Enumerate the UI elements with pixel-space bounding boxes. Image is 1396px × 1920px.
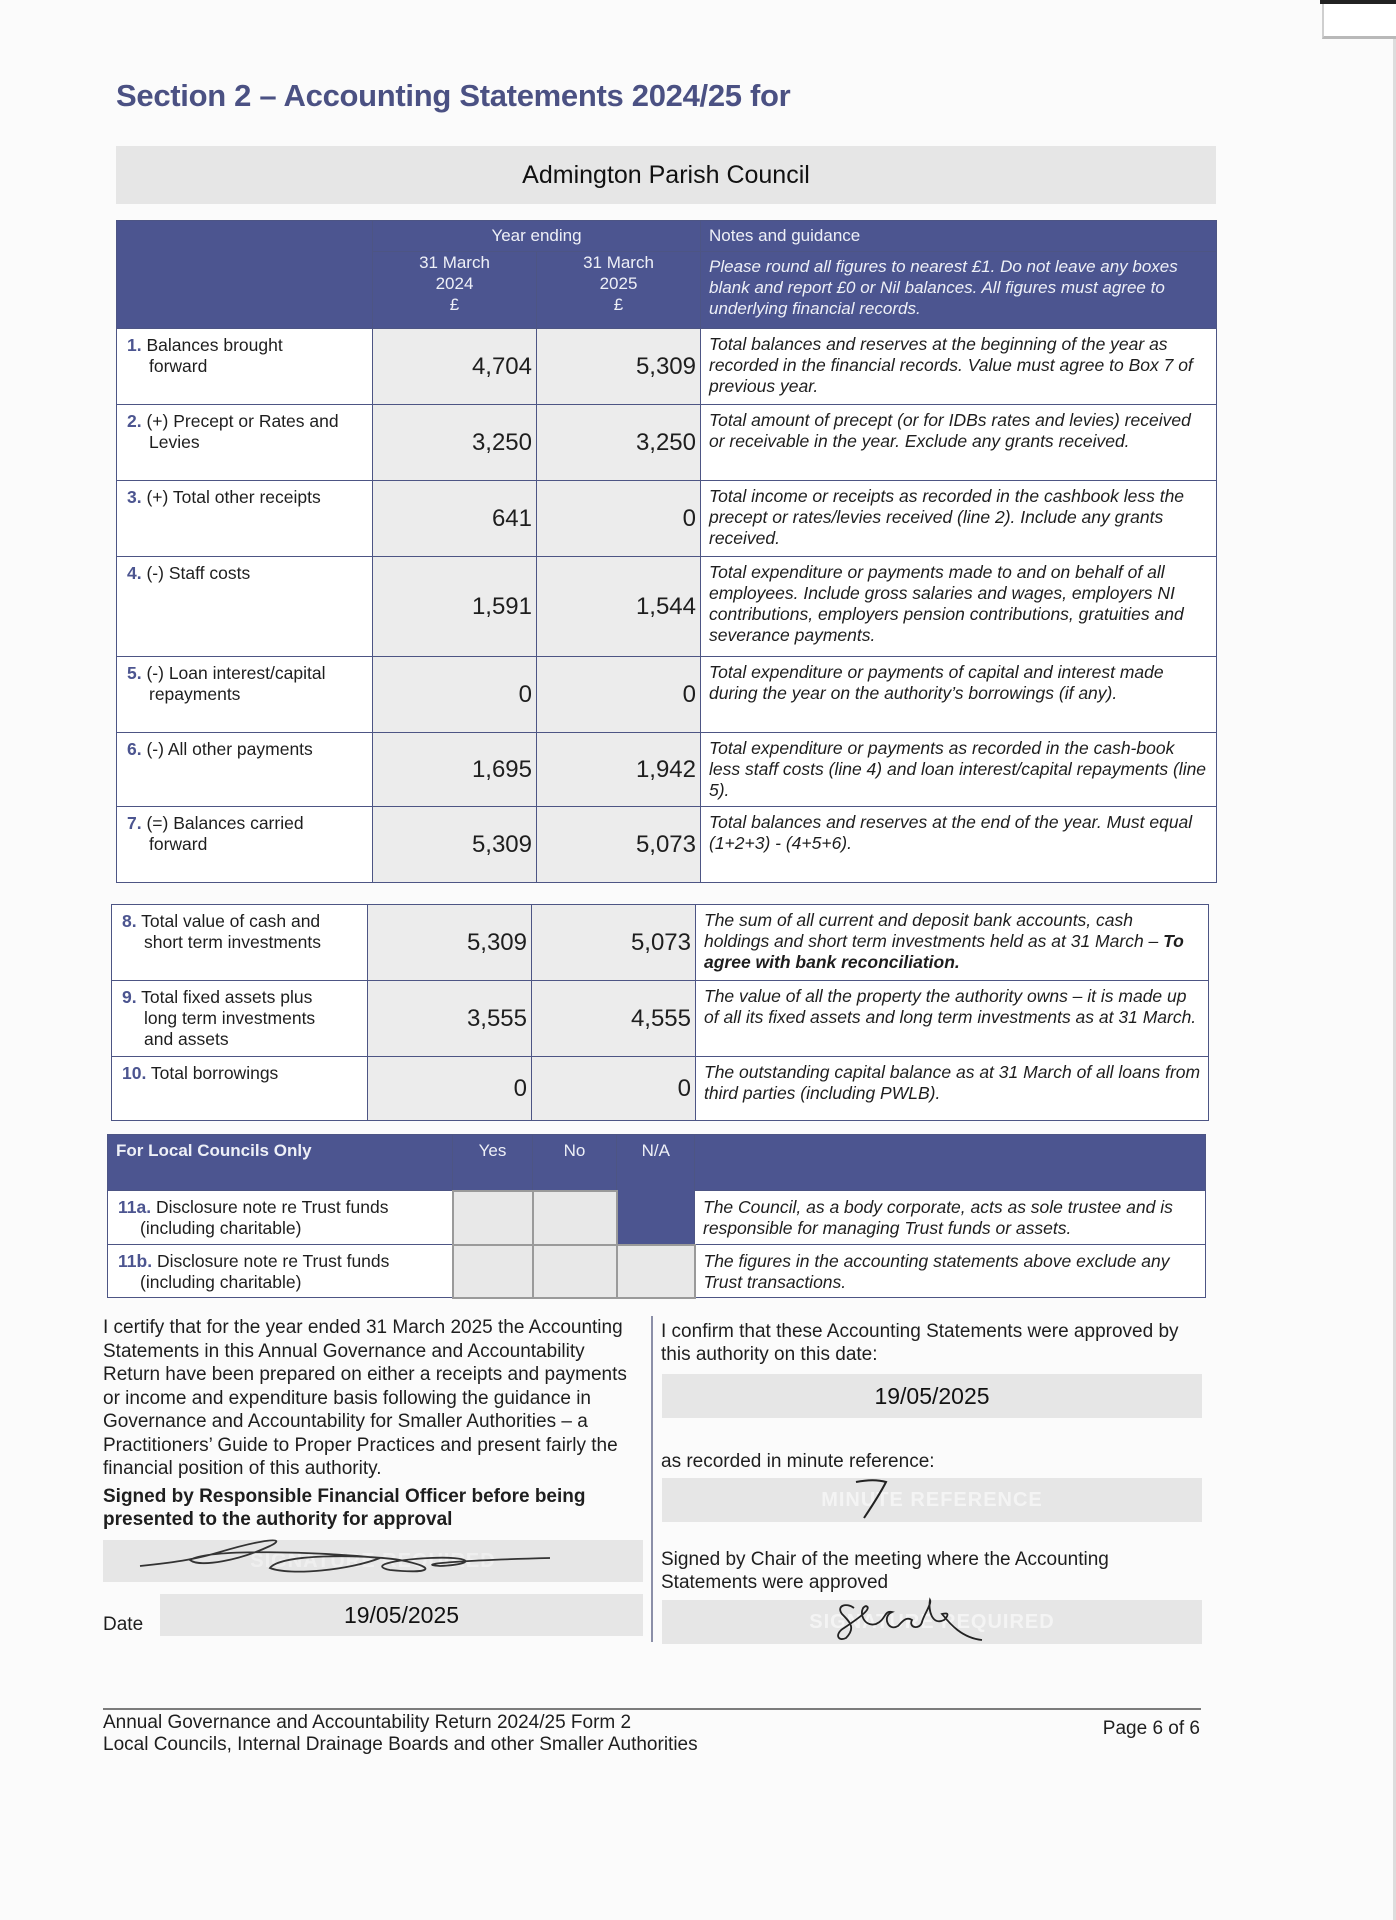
row-number: 2.: [127, 411, 142, 431]
notes-header: Notes and guidance: [701, 221, 1217, 252]
rfo-signed-label: Signed by Responsible Financial Officer before being presented to the authority for approval: [103, 1485, 586, 1530]
row-label-line1: Total fixed assets plus: [141, 987, 313, 1007]
row-number: 3.: [127, 487, 142, 507]
local-councils-table: [107, 1134, 1206, 1299]
row-note-text: The sum of all current and deposit bank accounts, cash holdings and short term investments held as at 31 March –: [704, 910, 1164, 951]
row-11a-no-checkbox[interactable]: [533, 1191, 617, 1245]
row-label-line2: repayments: [149, 684, 241, 704]
footer-line1: Annual Governance and Accountability Return 2024/25 Form 2: [103, 1712, 632, 1733]
table-row: [112, 981, 1209, 1057]
row-label: [117, 405, 373, 481]
value-2025[interactable]: 0: [537, 481, 701, 557]
col-2025-line2: 2025: [599, 274, 638, 293]
guidance-text: Please round all figures to nearest £1. Do not leave any boxes blank and report £0 or Nil balances. All figures must agree to underlying financial records.: [701, 252, 1217, 329]
row-number: 9.: [122, 987, 137, 1007]
value-2025[interactable]: 1,544: [537, 557, 701, 657]
value-2024[interactable]: 1,695: [373, 733, 537, 807]
value-2024[interactable]: 5,309: [373, 807, 537, 883]
rfo-certification: [103, 1316, 643, 1532]
header-blank: [117, 221, 373, 329]
value-2024[interactable]: 3,555: [368, 981, 532, 1057]
rfo-date-field[interactable]: [160, 1594, 643, 1636]
row-note-text: The value of all the property the authority owns – it is made up of all its fixed assets and long term investments as at 31 March.: [704, 986, 1197, 1027]
footer-line2: Local Councils, Internal Drainage Boards and other Smaller Authorities: [103, 1734, 698, 1755]
col-2025-line1: 31 March: [583, 253, 654, 272]
col-2025-line3: £: [613, 295, 624, 314]
row-label-line2: (including charitable): [140, 1272, 302, 1292]
row-note: [696, 1057, 1209, 1121]
row-number: 11b.: [118, 1251, 153, 1271]
table-row: [117, 405, 1217, 481]
row-11b-no-checkbox[interactable]: [533, 1245, 617, 1298]
row-label-line1: (+) Total other receipts: [146, 487, 321, 507]
row-note: Total expenditure or payments of capital and interest made during the year on the authority’s borrowings (if any).: [701, 657, 1217, 733]
row-label-line1: Disclosure note re Trust funds: [156, 1251, 390, 1271]
row-label-line2: Levies: [149, 432, 200, 452]
row-label: [117, 807, 373, 883]
row-note: Total expenditure or payments made to and on behalf of all employees. Include gross salaries and wages, employers NI contributions, employers pension contributions, gratuities and severance payments.: [701, 557, 1217, 657]
chair-signature-scribble: [832, 1598, 992, 1644]
col-2024-line2: 2024: [435, 274, 474, 293]
value-2024[interactable]: 1,591: [373, 557, 537, 657]
row-label-line1: Total value of cash and: [141, 911, 321, 931]
page-number: Page 6 of 6: [1102, 1718, 1200, 1739]
table-row: [117, 557, 1217, 657]
row-label: [112, 1057, 368, 1121]
table-row: [117, 807, 1217, 883]
value-2024[interactable]: 0: [373, 657, 537, 733]
row-note: [696, 905, 1209, 981]
minute-reference-field[interactable]: [662, 1478, 1202, 1522]
table-row: [117, 733, 1217, 807]
row-number: 8.: [122, 911, 137, 931]
value-2025[interactable]: 5,073: [537, 807, 701, 883]
row-label-line1: Total borrowings: [150, 1063, 279, 1083]
row-label-line1: Disclosure note re Trust funds: [155, 1197, 389, 1217]
value-2024[interactable]: 3,250: [373, 405, 537, 481]
row-label-line1: (-) Staff costs: [146, 563, 251, 583]
col-2024-line3: £: [449, 295, 460, 314]
value-2024[interactable]: 5,309: [368, 905, 532, 981]
row-note: [696, 981, 1209, 1057]
row-number: 7.: [127, 813, 142, 833]
table-row: [112, 1057, 1209, 1121]
row-11b-yes-checkbox[interactable]: [453, 1245, 533, 1298]
rfo-signature-placeholder: SIGNATURE REQUIRED: [250, 1549, 496, 1572]
date-label: Date: [103, 1614, 144, 1635]
value-2025[interactable]: 5,073: [532, 905, 696, 981]
yes-header: Yes: [453, 1135, 533, 1191]
value-2025[interactable]: 1,942: [537, 733, 701, 807]
page-fold-corner: [1322, 0, 1396, 39]
footer-text: [103, 1712, 698, 1756]
no-header: No: [533, 1135, 617, 1191]
scan-edge-top: [1320, 0, 1396, 4]
row-note: Total balances and reserves at the beginning of the year as recorded in the financial records. Value must agree to Box 7 of previous year.: [701, 329, 1217, 405]
rfo-signature-scribble: [140, 1538, 560, 1578]
approval-date-value: 19/05/2025: [874, 1382, 990, 1409]
approval-date-field[interactable]: [662, 1374, 1202, 1418]
authority-name-field[interactable]: [116, 146, 1216, 204]
value-2024[interactable]: 0: [368, 1057, 532, 1121]
rfo-date-value: 19/05/2025: [343, 1601, 460, 1628]
row-number: 6.: [127, 739, 142, 759]
value-2024[interactable]: 641: [373, 481, 537, 557]
row-number: 11a.: [118, 1197, 152, 1217]
chair-signature-placeholder: SIGNATURE REQUIRED: [809, 1610, 1055, 1633]
row-note-bold: To agree with bank reconciliation.: [704, 931, 1184, 972]
footer-divider: [103, 1708, 1201, 1710]
authority-name: Admington Parish Council: [522, 160, 810, 189]
row-11a-yes-checkbox[interactable]: [453, 1191, 533, 1245]
row-label-line2: forward: [149, 834, 208, 854]
table-row: [117, 657, 1217, 733]
row-label-line1: (=) Balances carried: [146, 813, 304, 833]
assets-table: [111, 904, 1209, 1121]
row-note: Total expenditure or payments as recorded in the cash-book less staff costs (line 4) and loan interest/capital repayments (line 5).: [701, 733, 1217, 807]
row-label: [117, 657, 373, 733]
row-note: Total income or receipts as recorded in the cashbook less the precept or rates/levies received (line 2). Include any grants received.: [701, 481, 1217, 557]
row-label-line1: (+) Precept or Rates and: [146, 411, 339, 431]
value-2025[interactable]: 0: [532, 1057, 696, 1121]
row-label: [117, 481, 373, 557]
row-label-line2: long term investments: [144, 1008, 316, 1028]
value-2025[interactable]: 0: [537, 657, 701, 733]
row-number: 4.: [127, 563, 142, 583]
row-11b-na-checkbox[interactable]: [617, 1245, 695, 1298]
row-label-line3: and assets: [144, 1029, 229, 1049]
page-title: Section 2 – Accounting Statements 2024/25 for: [116, 78, 791, 113]
row-label: [112, 905, 368, 981]
minute-reference-handwritten: [852, 1476, 892, 1520]
row-label-line2: short term investments: [144, 932, 321, 952]
row-11b-note: The figures in the accounting statements above exclude any Trust transactions.: [695, 1245, 1206, 1298]
row-label: [117, 557, 373, 657]
row-label: [117, 733, 373, 807]
table-row: [117, 481, 1217, 557]
row-label-line2: (including charitable): [140, 1218, 302, 1238]
chair-signed-label: Signed by Chair of the meeting where the Accounting Statements were approved: [661, 1549, 1109, 1593]
row-label-line2: forward: [149, 356, 208, 376]
row-note-text: The outstanding capital balance as at 31 March of all loans from third parties (including PWLB).: [704, 1062, 1201, 1103]
local-councils-notes-header: [695, 1135, 1206, 1191]
local-councils-header: For Local Councils Only: [108, 1135, 453, 1191]
value-2025[interactable]: 3,250: [537, 405, 701, 481]
row-label: [117, 329, 373, 405]
minute-reference-label: as recorded in minute reference:: [661, 1451, 935, 1472]
row-label-line1: (-) All other payments: [146, 739, 313, 759]
row-number: 10.: [122, 1063, 147, 1083]
value-2025[interactable]: 4,555: [532, 981, 696, 1057]
value-2024[interactable]: 4,704: [373, 329, 537, 405]
table-row: [112, 905, 1209, 981]
col-2024-line1: 31 March: [419, 253, 490, 272]
year-ending-header: Year ending: [373, 221, 701, 252]
row-11b-label: [108, 1245, 453, 1298]
row-number: 1.: [127, 335, 142, 355]
row-note: Total balances and reserves at the end of the year. Must equal (1+2+3) - (4+5+6).: [701, 807, 1217, 883]
approval-confirm-text: I confirm that these Accounting Statements were approved by this authority on this date:: [661, 1321, 1179, 1365]
row-11a-label: [108, 1191, 453, 1245]
certification-text: I certify that for the year ended 31 March 2025 the Accounting Statements in this Annual Governance and Accountability Return have been prepared on either a receipts and payments or income and expenditure basis following the guidance in Governance and Accountability for Smaller Authorities – a Practitioners’ Guide to Proper Practices and present fairly the financial position of this authority.: [103, 1317, 627, 1479]
table-row: [117, 329, 1217, 405]
row-label-line1: Balances brought: [146, 335, 283, 355]
row-number: 5.: [127, 663, 142, 683]
row-label-line1: (-) Loan interest/capital: [146, 663, 326, 683]
accounting-statements-table: [116, 220, 1217, 883]
row-label: [112, 981, 368, 1057]
na-header: N/A: [617, 1135, 695, 1245]
col-2024-header: [373, 252, 537, 329]
row-note: Total amount of precept (or for IDBs rates and levies) received or receivable in the year. Exclude any grants received.: [701, 405, 1217, 481]
value-2025[interactable]: 5,309: [537, 329, 701, 405]
row-11a-note: The Council, as a body corporate, acts as sole trustee and is responsible for managing Trust funds or assets.: [695, 1191, 1206, 1245]
minute-reference-placeholder: MINUTE REFERENCE: [821, 1488, 1043, 1511]
col-2025-header: [537, 252, 701, 329]
section-divider: [651, 1316, 653, 1642]
